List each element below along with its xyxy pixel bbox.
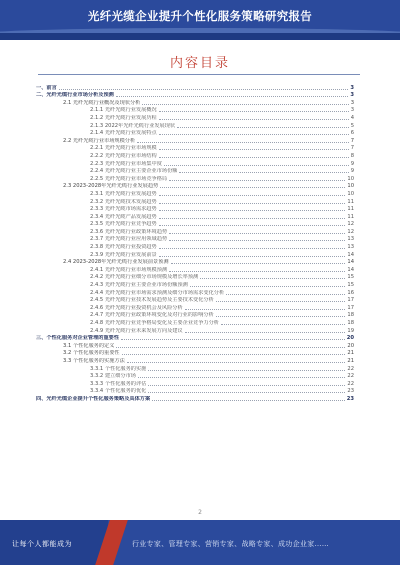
toc-entry-page: 11 — [347, 213, 354, 220]
toc-entry-page: 8 — [350, 152, 354, 159]
toc-entry-label: 2.1 光纤光缆行业概况及现状分析 — [63, 99, 141, 106]
toc-leader-dots — [137, 141, 349, 143]
toc-entry-label: 2.3.7 光纤光缆行业应用领域趋势 — [90, 236, 168, 243]
toc-entry-label: 3.3 个性化服务的实施方法 — [63, 357, 125, 364]
toc-entry-label: 2.4.7 光纤光缆行业政策环境变化及对行业的影响分析 — [90, 312, 214, 319]
toc-entry-page: 13 — [347, 236, 354, 243]
toc-entry-page: 3 — [350, 99, 354, 106]
toc-entry-label: 2.3.8 光纤光缆行业投资趋势 — [90, 244, 157, 251]
toc-entry-label: 四、光纤光缆企业提升个性化服务策略及具体方案 — [36, 395, 151, 402]
toc-entry-label: 3.3.3 个性化服务的评估 — [90, 380, 147, 387]
toc-entry[interactable] — [36, 228, 354, 236]
report-title: 光纤光缆企业提升个性化服务策略研究报告 — [87, 9, 313, 23]
toc-entry[interactable] — [36, 365, 354, 373]
toc-leader-dots — [159, 209, 346, 211]
toc-entry-label: 2.4.4 光纤光缆行业市场需求预测及细分市场需求变化分析 — [90, 289, 225, 296]
toc-entry-page: 6 — [350, 130, 354, 137]
toc-entry-page: 15 — [347, 282, 354, 289]
toc-entry-label: 二、光纤光缆行业市场分析及预测 — [36, 92, 114, 99]
toc-leader-dots — [169, 179, 345, 181]
toc-leader-dots — [159, 202, 346, 204]
toc-entry-label: 2.2.5 光纤光缆行业市场竞争格局 — [90, 175, 168, 182]
toc-entry-label: 2.3.3 光纤光缆市场需求趋势 — [90, 206, 157, 213]
toc-entry-label: 2.2.3 光纤光缆行业市场集中度 — [90, 160, 162, 167]
table-of-contents — [36, 84, 354, 403]
toc-leader-dots — [169, 270, 345, 272]
toc-entry[interactable] — [36, 130, 354, 138]
toc-entry[interactable] — [36, 266, 354, 274]
toc-entry-label: 2.4.8 光纤光缆行业竞争格局变化及主要企业竞争力分析 — [90, 320, 219, 326]
toc-leader-dots — [159, 110, 349, 112]
toc-entry-page: 7 — [350, 137, 354, 144]
toc-entry-label: 3.2 个性化服务的重要性 — [63, 350, 120, 357]
toc-leader-dots — [159, 156, 349, 158]
footer-slogan-left: 让每个人都能成为 — [12, 540, 72, 548]
toc-leader-dots — [177, 126, 349, 128]
toc-entry-label: 2.4.6 光纤光缆行业投资机会及风险分析 — [90, 304, 183, 311]
toc-leader-dots — [171, 262, 346, 264]
toc-leader-dots — [116, 346, 345, 348]
toc-entry-label: 2.3.1 光纤光缆行业发展趋势 — [90, 190, 157, 197]
toc-entry-label: 2.4.5 光纤光缆行业技术发展趋势及主要技术变化分析 — [90, 297, 214, 304]
toc-leader-dots — [138, 376, 345, 378]
toc-entry-page: 10 — [347, 183, 354, 190]
toc-leader-dots — [190, 285, 346, 287]
toc-entry[interactable] — [36, 259, 354, 267]
toc-entry-page: 19 — [347, 327, 354, 334]
toc-entry-page: 5 — [350, 122, 354, 129]
footer-slogan-right: 行业专家、管理专家、营销专家、战略专家、成功企业家…… — [132, 540, 330, 548]
toc-entry-label: 2.4.3 光纤光缆行业主要企业市场份额预测 — [90, 282, 188, 289]
toc-entry-page: 22 — [347, 373, 354, 380]
toc-leader-dots — [221, 323, 345, 325]
toc-entry-label: 2.1.3 2022年光纤光缆行业发展现状 — [90, 122, 176, 129]
toc-entry-page: 18 — [347, 320, 354, 326]
toc-entry[interactable] — [36, 388, 354, 396]
toc-entry-page: 21 — [347, 350, 354, 357]
toc-entry-label: 3.3.1 个性化服务的实施 — [90, 365, 147, 372]
toc-entry-page: 14 — [347, 259, 354, 266]
toc-entry-page: 18 — [347, 312, 354, 319]
toc-entry-label: 2.2.2 光纤光缆行业市场结构 — [90, 152, 157, 159]
toc-entry-label: 2.4.9 光纤光缆行业未来发展方向及建议 — [90, 327, 183, 334]
toc-leader-dots — [169, 232, 345, 234]
toc-entry-label: 2.1.1 光纤光缆行业发展概况 — [90, 107, 157, 114]
toc-entry-page: 17 — [347, 297, 354, 304]
toc-entry-page: 11 — [347, 198, 354, 205]
toc-entry-page: 11 — [347, 206, 354, 213]
toc-entry[interactable] — [36, 312, 354, 320]
toc-entry[interactable] — [36, 373, 354, 381]
toc-entry[interactable] — [36, 319, 354, 327]
toc-entry[interactable] — [36, 190, 354, 198]
toc-entry[interactable] — [36, 350, 354, 358]
toc-leader-dots — [142, 103, 348, 105]
toc-leader-dots — [216, 315, 346, 317]
toc-leader-dots — [159, 148, 349, 150]
toc-entry[interactable] — [36, 145, 354, 153]
toc-leader-dots — [160, 186, 345, 188]
toc-leader-dots — [59, 88, 349, 90]
toc-entry-label: 2.3.5 光纤光缆行业竞争趋势 — [90, 221, 157, 228]
report-footer — [0, 520, 400, 565]
toc-entry-page: 15 — [347, 274, 354, 281]
toc-entry[interactable] — [36, 221, 354, 229]
toc-entry-page: 12 — [347, 228, 354, 235]
toc-entry-label: 2.2.1 光纤光缆行业市场规模 — [90, 145, 157, 152]
toc-entry[interactable] — [36, 251, 354, 259]
toc-entry-label: 2.3.6 光纤光缆行业政策环境趋势 — [90, 228, 168, 235]
toc-entry[interactable] — [36, 99, 354, 107]
toc-leader-dots — [200, 277, 345, 279]
toc-leader-dots — [164, 164, 349, 166]
toc-entry-page: 17 — [347, 304, 354, 311]
toc-entry-label: 2.1.2 光纤光缆行业发展历程 — [90, 114, 157, 121]
toc-entry-label: 2.1.4 光纤光缆行业发展特点 — [90, 130, 157, 137]
toc-leader-dots — [127, 361, 346, 363]
toc-leader-dots — [159, 133, 349, 135]
toc-entry[interactable] — [36, 114, 354, 122]
toc-entry-page: 9 — [350, 160, 354, 167]
header-stripe — [0, 33, 400, 40]
toc-entry-page: 9 — [350, 168, 354, 175]
toc-entry-page: 10 — [347, 175, 354, 182]
toc-entry-label: 三、个性化服务对企业管理的重要性 — [36, 335, 120, 342]
toc-entry[interactable] — [36, 289, 354, 297]
toc-leader-dots — [159, 118, 349, 120]
toc-entry[interactable] — [36, 137, 354, 145]
toc-entry[interactable] — [36, 297, 354, 305]
toc-entry-page: 20 — [347, 342, 354, 349]
toc-entry[interactable] — [36, 395, 354, 403]
toc-entry[interactable] — [36, 236, 354, 244]
report-header — [0, 0, 400, 40]
toc-entry-page: 4 — [350, 114, 354, 121]
heading-divider — [38, 74, 360, 75]
toc-entry-page: 3 — [350, 107, 354, 114]
toc-entry[interactable] — [36, 243, 354, 251]
toc-entry-label: 2.4.2 光纤光缆行业细分市场规模及增长率预测 — [90, 274, 199, 281]
toc-entry[interactable] — [36, 281, 354, 289]
toc-heading: 内容目录 — [169, 56, 230, 71]
toc-leader-dots — [159, 224, 346, 226]
toc-entry-page: 12 — [347, 221, 354, 228]
toc-entry[interactable] — [36, 304, 354, 312]
toc-entry[interactable] — [36, 206, 354, 214]
toc-entry[interactable] — [36, 274, 354, 282]
toc-entry-page: 13 — [347, 244, 354, 251]
toc-entry-label: 3.1 个性化服务的定义 — [63, 342, 115, 349]
toc-entry-label: 2.2 光纤光缆行业市场规模分析 — [63, 137, 136, 144]
toc-leader-dots — [185, 308, 346, 310]
toc-leader-dots — [185, 331, 346, 333]
toc-leader-dots — [148, 369, 345, 371]
toc-leader-dots — [159, 194, 346, 196]
toc-entry[interactable] — [36, 84, 354, 92]
toc-entry-label: 2.3.4 光纤光缆产品发展趋势 — [90, 213, 157, 220]
page-number: 2 — [198, 509, 202, 516]
toc-entry-page: 22 — [347, 380, 354, 387]
toc-entry-page: 23 — [347, 388, 354, 395]
toc-leader-dots — [159, 247, 346, 249]
toc-leader-dots — [159, 255, 346, 257]
toc-entry-page: 14 — [347, 251, 354, 258]
toc-entry[interactable] — [36, 213, 354, 221]
toc-entry-label: 3.3.4 个性化服务的优化 — [90, 388, 147, 395]
toc-entry[interactable] — [36, 342, 354, 350]
toc-entry[interactable] — [36, 160, 354, 168]
toc-entry-page: 3 — [350, 92, 354, 99]
toc-entry[interactable] — [36, 107, 354, 115]
toc-entry[interactable] — [36, 175, 354, 183]
toc-entry[interactable] — [36, 152, 354, 160]
toc-entry-label: 2.2.4 光纤光缆行业主要企业市场份额 — [90, 168, 178, 175]
toc-entry[interactable] — [36, 168, 354, 176]
toc-entry-label: 一、前言 — [36, 84, 57, 91]
toc-entry-page: 16 — [347, 289, 354, 296]
toc-entry-label: 2.4.1 光纤光缆行业市场规模预测 — [90, 266, 168, 273]
toc-entry[interactable] — [36, 357, 354, 365]
toc-entry[interactable] — [36, 183, 354, 191]
toc-entry-page: 21 — [347, 357, 354, 364]
toc-leader-dots — [159, 217, 346, 219]
toc-leader-dots — [226, 293, 345, 295]
toc-leader-dots — [121, 338, 345, 340]
toc-leader-dots — [148, 384, 345, 386]
toc-leader-dots — [122, 353, 346, 355]
toc-entry-page: 20 — [346, 335, 354, 342]
toc-entry-page: 14 — [347, 266, 354, 273]
toc-leader-dots — [179, 171, 348, 173]
toc-entry-page: 3 — [350, 84, 354, 91]
toc-entry-label: 2.3.2 光纤光缆技术发展趋势 — [90, 198, 157, 205]
toc-leader-dots — [148, 391, 345, 393]
toc-entry-page: 22 — [347, 365, 354, 372]
toc-entry-label: 2.3 2023-2028年光纤光缆行业发展趋势 — [63, 183, 159, 190]
toc-entry[interactable] — [36, 335, 354, 343]
toc-entry[interactable] — [36, 327, 354, 335]
toc-entry-label: 2.4 2023-2028年光纤光缆行业发展前景预测 — [63, 259, 169, 266]
toc-entry[interactable] — [36, 380, 354, 388]
toc-entry-page: 23 — [346, 395, 354, 402]
toc-leader-dots — [116, 95, 349, 97]
toc-leader-dots — [216, 300, 346, 302]
toc-entry[interactable] — [36, 198, 354, 206]
toc-entry-page: 10 — [347, 190, 354, 197]
toc-entry-label: 2.3.9 光纤光缆行业发展前景 — [90, 251, 157, 258]
toc-leader-dots — [169, 239, 345, 241]
toc-entry-page: 7 — [350, 145, 354, 152]
toc-entry-label: 3.3.2 建立细分市场 — [90, 373, 136, 380]
toc-entry[interactable] — [36, 92, 354, 100]
toc-leader-dots — [152, 399, 345, 401]
toc-entry[interactable] — [36, 122, 354, 130]
